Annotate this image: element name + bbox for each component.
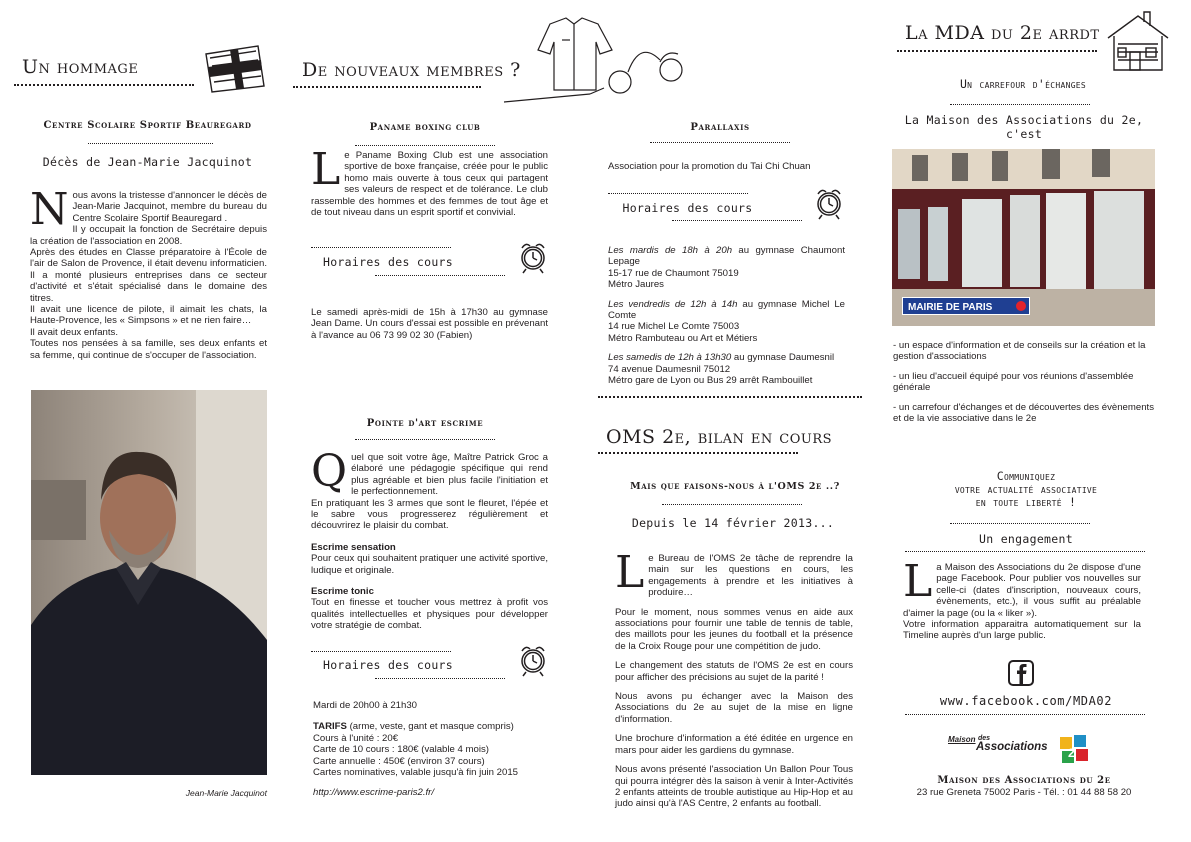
divider — [672, 220, 802, 221]
divider — [897, 50, 1097, 52]
divider — [14, 84, 194, 86]
drop-cap: L — [311, 144, 341, 195]
divider — [905, 714, 1145, 715]
org-name: Centre Scolaire Sportif Beauregard — [43, 120, 252, 131]
portrait-photo — [31, 390, 267, 775]
divider — [375, 678, 505, 679]
drop-cap: Q — [311, 446, 348, 497]
engagement-text: La Maison des Associations du 2e dispose d'une page Facebook. Pour publier vos nouvelles sur celle-ci (dates d'inscription, nouveaux cours, évènements, etc.), il vous suffit au préalable d'aimer la page (ou la « liker »). Votre information apparaitra automatiquement sur la Timeline auprès d'un large public. — [903, 556, 1141, 642]
mda-logo-mark — [1060, 735, 1090, 765]
facebook-icon[interactable] — [1008, 660, 1034, 686]
club2-schedule: Mardi de 20h00 à 21h30 TARIFS (arme, veste, gant et masque compris) Cours à l'unité : 20€ Carte de 10 cours : 180€ (valable 4 mois) Carte annuelle : 450€ (environ 37 cours) Cartes nominatives, valable jusqu'à fin juin 2015 — [313, 700, 519, 779]
flag-sketch-icon — [200, 42, 270, 94]
club3-name: Parallaxis — [690, 122, 750, 133]
oms-since: Depuis le 14 février 2013... — [631, 516, 835, 530]
membres-heading: De nouveaux membres ? — [302, 59, 521, 81]
alarm-clock-icon — [518, 643, 548, 677]
escrime-link[interactable]: http://www.escrime-paris2.fr/ — [313, 787, 435, 798]
divider — [662, 504, 802, 505]
divider — [598, 396, 862, 398]
mda-footer-address: 23 rue Greneta 75002 Paris - Tél. : 01 44 88 58 20 — [916, 787, 1132, 798]
mda-logo: Maison des Associations 2 — [948, 733, 1098, 767]
divider — [598, 452, 798, 454]
fencing-jacket-sketch — [500, 10, 700, 110]
communiquez-block: Communiquez votre actualité associative en toute liberté ! — [954, 469, 1098, 509]
mda-footer-name: Maison des Associations du 2e — [937, 775, 1111, 786]
oms-text: Le Bureau de l'OMS 2e tâche de reprendre la main sur les questions en cours, les engagements à prendre et les initiatives à produire… Pour le moment, nous sommes venus en aide aux associations pour fournir une table de tennis de table, des maillots pour les jeunes du football et la présence de la Croix Rouge pour une compétition de judo. Le changement des statuts de l'OMS 2e est en cours pour afficher des précisions au sujet de la parité ! Nous avons pu échanger avec la Maison des Associations du 2e au sujet de la mise en ligne d'information. Une brochure d'information a été éditée en urgence en mars pour aider les gardiens du gymnase. Nous avons présenté l'association Un Ballon Pour Tous qui pourra intégrer dès la saison à venir à Inter-Activités 2 enfants atteints de trouble autistique au Hip-Hop et au judo ainsi qu'à l'AS Centre, 2 enfants au football. — [615, 547, 853, 810]
mda-sub: Un carrefour d'échanges — [959, 77, 1087, 91]
divider — [905, 551, 1145, 552]
svg-text:2: 2 — [1068, 746, 1075, 760]
club1-name: Paname boxing club — [369, 122, 481, 133]
club1-schedule-title: Horaires des cours — [322, 255, 454, 269]
mda-storefront-photo — [892, 149, 1155, 326]
divider — [311, 651, 451, 652]
photo-caption: Jean-Marie Jacquinot — [185, 788, 267, 798]
alarm-clock-icon — [518, 240, 548, 274]
divider — [950, 104, 1090, 105]
mda-bullets: - un espace d'information et de conseils sur la création et la gestion d'associations - un lieu d'accueil équipé pour vos réunions d'assemblée générale - un carrefour d'échanges et de découvertes des évènements et de la vie associative dans le 2e — [893, 340, 1155, 425]
club3-desc: Association pour la promotion du Tai Chi Chuan — [608, 161, 811, 172]
death-subtitle: Décès de Jean-Marie Jacquinot — [42, 155, 253, 169]
mairie-banner-text: MAIRIE DE PARIS — [908, 302, 993, 313]
divider — [608, 193, 748, 194]
club1-text: Le Paname Boxing Club est une association sportive de boxe française, créée pour le public homo mais ouverte à tous ceux qui partagent ses valeurs de respect et de tolérance. Le club rassemble des hommes et des femmes de tout âge et de tout niveau dans un esprit sportif et convivial. — [311, 144, 548, 219]
hommage-heading: Un hommage — [22, 56, 139, 78]
divider — [88, 143, 213, 144]
drop-cap: L — [615, 547, 645, 598]
alarm-clock-icon — [814, 186, 844, 220]
club3-schedule-title: Horaires des cours — [622, 201, 753, 215]
divider — [950, 523, 1090, 524]
divider — [355, 145, 495, 146]
hommage-text: Nous avons la tristesse d'annoncer le décès de Jean-Marie Jacquinot, membre du bureau du Centre Scolaire Sportif Beauregard . Il y occupait la fonction de Secrétaire depuis la création de l'association en 2008. Après des études en Classe préparatoire à l'École de l'air de Salon de Provence, il était devenu informaticien. Il a monté plusieurs entreprises dans ce secteur d'activité et s'était spécialisé dans le domaine des titres. Il avait une licence de pilote, il aimait les chats, la Haute-Provence, les « Simpsons » et ne rien faire… Il avait deux enfants. Toutes nos pensées à sa famille, ses deux enfants et sa femme, qui continue de s'occuper de l'association. — [30, 184, 267, 361]
divider — [293, 86, 481, 88]
drop-cap: L — [903, 556, 933, 607]
divider — [355, 439, 495, 440]
divider — [650, 142, 790, 143]
drop-cap: N — [30, 184, 69, 235]
club2-schedule-title: Horaires des cours — [322, 658, 454, 672]
divider — [311, 247, 451, 248]
mda-intro: La Maison des Associations du 2e, c'est — [904, 113, 1144, 141]
divider — [375, 275, 505, 276]
oms-heading: OMS 2e, bilan en cours — [606, 426, 833, 448]
facebook-url[interactable]: www.facebook.com/MDA02 — [939, 694, 1113, 708]
club2-text: Quel que soit votre âge, Maître Patrick Groc a élaboré une pédagogie spécifique qui rend plus agréable et bien plus facile l'initiation et le perfectionnement. En pratiquant les 3 armes que sont le fleuret, l'épée et le sabre vous progresserez régulièrement et découvrirez le plaisir du combat. Escrime sensation Pour ceux qui souhaitent pratiquer une activité sportive, ludique et originale. Escrime tonic Tout en finesse et toucher vous mettrez à profit vos qualités intellectuelles et physiques pour développer votre stratégie de combat. — [311, 446, 548, 632]
house-sketch-icon — [1104, 10, 1172, 74]
club1-schedule: Le samedi après-midi de 15h à 17h30 au gymnase Jean Dame. Un cours d'essai est possible en prévenant à l'avance au 06 73 99 02 30 (Fabien) — [311, 307, 549, 341]
engagement-title: Un engagement — [979, 532, 1073, 546]
mda-heading: La MDA du 2e arrdt — [905, 22, 1100, 44]
oms-question: Mais que faisons-nous à l'OMS 2e ..? — [630, 481, 840, 492]
club2-name: Pointe d'art escrime — [366, 418, 484, 429]
club3-slots: Les mardis de 18h à 20h au gymnase Chaumont Lepage 15-17 rue de Chaumont 75019 Métro Jaures Les vendredis de 12h à 14h au gymnase Michel Le Comte 14 rue Michel Le Comte 75003 Métro Rambuteau ou Art et Métiers Les samedis de 12h à 13h30 au gymnase Daumesnil 74 avenue Daumesnil 75012 Métro gare de Lyon ou Bus 29 arrêt Rambouillet — [608, 245, 845, 387]
